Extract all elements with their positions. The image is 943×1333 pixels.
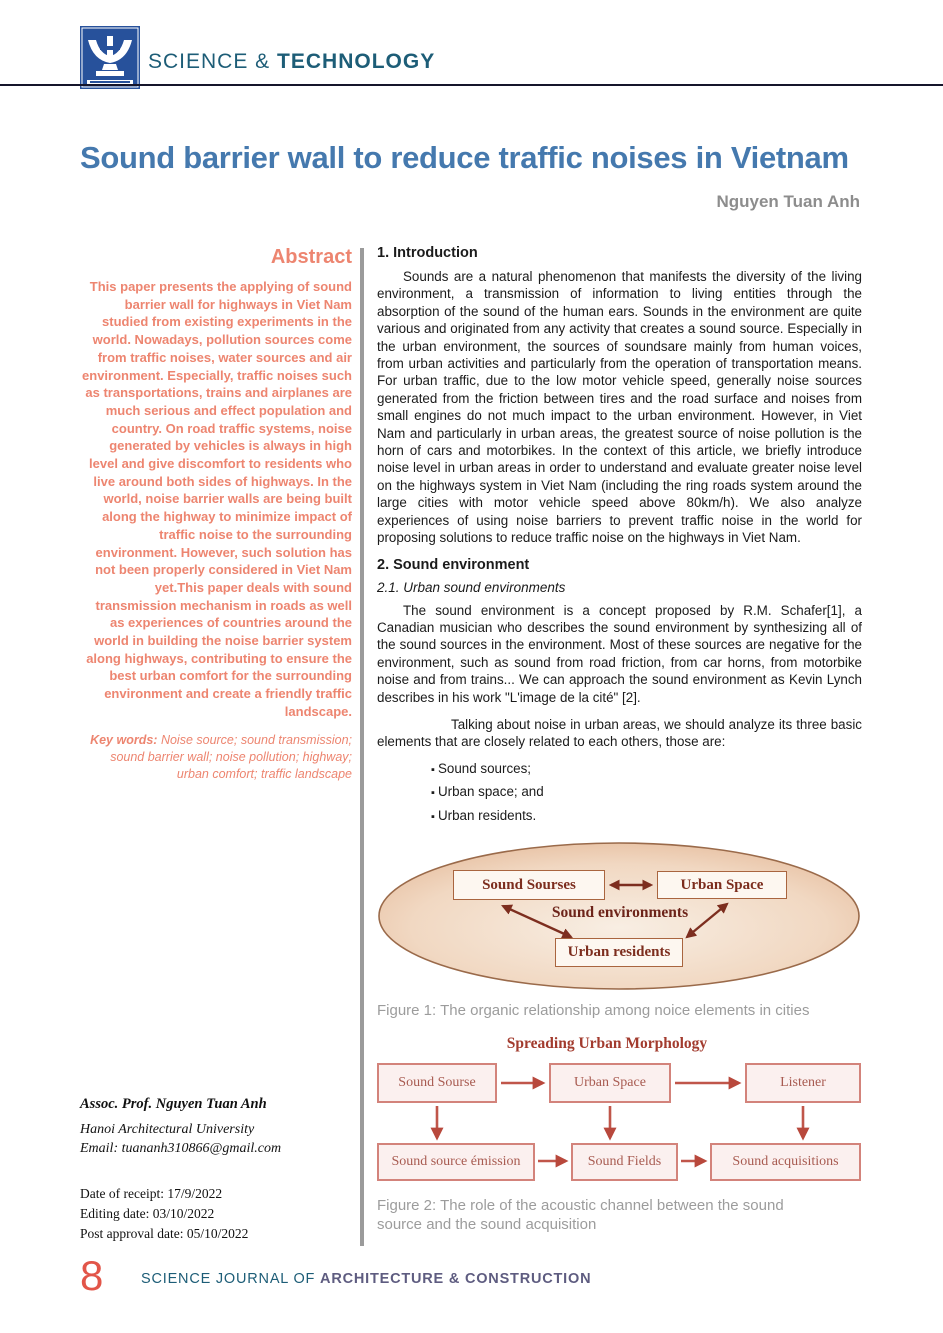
main-column (377, 245, 862, 1249)
journal-brand (148, 50, 435, 74)
list-item: ▪ Sound sources; (431, 758, 862, 782)
editing-date: Editing date: 03/10/2022 (80, 1206, 215, 1221)
date-of-receipt: Date of receipt: 17/9/2022 (80, 1186, 223, 1201)
author-affiliation: Hanoi Architectural University (80, 1122, 255, 1137)
dates-block (80, 1184, 248, 1244)
journal-name-prefix: SCIENCE JOURNAL OF (141, 1271, 316, 1287)
header-divider (0, 84, 943, 86)
column-divider (360, 248, 364, 1246)
figure2-node-sound-source: Sound Sourse (377, 1063, 497, 1103)
figure2-diagram (377, 1061, 861, 1185)
noise-elements-list (377, 758, 862, 829)
author-info-block (80, 1096, 281, 1158)
figure1-diagram (377, 842, 861, 992)
list-item: ▪ Urban space; and (431, 781, 862, 805)
section1-heading: 1. Introduction (377, 245, 478, 261)
page-number: 8 (80, 1252, 104, 1299)
figure2-node-listener: Listener (745, 1063, 861, 1103)
figure2-caption: Figure 2: The role of the acoustic channel between the sound source and the sound acquisition (377, 1197, 784, 1234)
section2-paragraph2: Talking about noise in urban areas, we should analyze its three basic elements that are closely related to each others, those are: (377, 716, 862, 750)
article-title: Sound barrier wall to reduce traffic noises in Vietnam (80, 140, 849, 175)
list-item: ▪ Urban residents. (431, 805, 862, 829)
journal-name-suffix: ARCHITECTURE & CONSTRUCTION (320, 1271, 592, 1287)
figure1-caption: Figure 1: The organic relationship among noice elements in cities (377, 1002, 810, 1020)
figure1-center-label: Sound environments (551, 904, 689, 922)
figure1-node-sound-sources: Sound Sourses (453, 870, 605, 900)
keywords-text: Noise source; sound transmission; sound barrier wall; noise pollution; highway; urban comfort; traffic landscape (110, 732, 352, 781)
university-logo-icon (80, 26, 140, 89)
section1-paragraph: Sounds are a natural phenomenon that manifests the diversity of the living environment, a transmission of information to living entities through the absorption of the sound of the human ears. Sounds in the environment are quite various and originated from any activity that creates a sound source. Especially in the urban environment, the sources of soundsare mainly from human voices, from urban activities and particularly from the operation of transportation means. For urban traffic, due to the low motor vehicle speed, generally noise sources generated from the friction between tires and the road surface and noises from small engines do not much impact to the urban environment. However, in Viet Nam and particularly in urban areas, the greatest source of noise pollution is the horn of cars and motorbikes. In the context of this article, we briefly introduce noise level in urban areas in order to understand and evaluate greater noise level on the highways system in Viet Nam (including the ring roads system around the large cities with motor vehicle speed above 80km/h). We also analyze experiences of using noise barriers to prevent traffic noise in the world for proposing solutions to reduce traffic noise on the highways in Viet Nam. (377, 269, 862, 546)
journal-footer (141, 1271, 591, 1287)
abstract-column (80, 246, 352, 783)
figure2-node-sound-acquisitions: Sound acquisitions (710, 1143, 861, 1181)
figure1-node-urban-space: Urban Space (657, 871, 787, 899)
section2-subheading: 2.1. Urban sound environments (377, 579, 566, 595)
article-author: Nguyen Tuan Anh (716, 192, 860, 211)
figure2-title: Spreading Urban Morphology (506, 1035, 708, 1053)
author-name: Assoc. Prof. Nguyen Tuan Anh (80, 1096, 267, 1112)
figure2-node-sound-fields: Sound Fields (571, 1143, 678, 1181)
abstract-body: This paper presents the applying of sound barrier wall for highways in Viet Nam studied from existing experiments in the world. Nowadays, pollution sources come from traffic noises, water sources and air environment. Especially, traffic noises such as transportations, trains and airplanes are much serious and effect population and country. On road traffic systems, noise generated by vehicles is always in high level and give discomfort to residents who live around both sides of highways. In the world, noise barrier walls are being built along the highway to minimize impact of traffic noise to the surrounding environment. However, such solution has not been properly considered in Viet Nam yet.This paper deals with sound transmission mechanism in roads as well as experiences of countries around the world in building the noise barrier system along highways, contributing to ensure the best urban comfort for the surrounding environment and create a friendly traffic landscape. (82, 279, 352, 719)
author-email: Email: tuananh310866@gmail.com (80, 1141, 282, 1156)
figure2-node-sound-source-emission: Sound source émission (377, 1143, 535, 1181)
keywords (80, 732, 352, 783)
brand-bold: TECHNOLOGY (277, 50, 436, 73)
section2-heading: 2. Sound environment (377, 556, 530, 573)
abstract-heading: Abstract (270, 246, 352, 268)
keywords-label: Key words: (90, 732, 158, 747)
post-approval-date: Post approval date: 05/10/2022 (80, 1226, 249, 1241)
figure1-node-urban-residents: Urban residents (555, 938, 683, 967)
figure2-node-urban-space: Urban Space (549, 1063, 671, 1103)
section2-paragraph1: The sound environment is a concept proposed by R.M. Schafer[1], a Canadian musician who describes the sound environment by synthesizing all of the sound sources in the environment. Most of these sources are negative for the environment, such as sound from road friction, from car horns, from motorbike noise and from trains... We can approach the sound environment as Kevin Lynch describes in his work "L'image de la cité" [2]. (377, 602, 862, 705)
brand-prefix: SCIENCE & (148, 50, 271, 73)
